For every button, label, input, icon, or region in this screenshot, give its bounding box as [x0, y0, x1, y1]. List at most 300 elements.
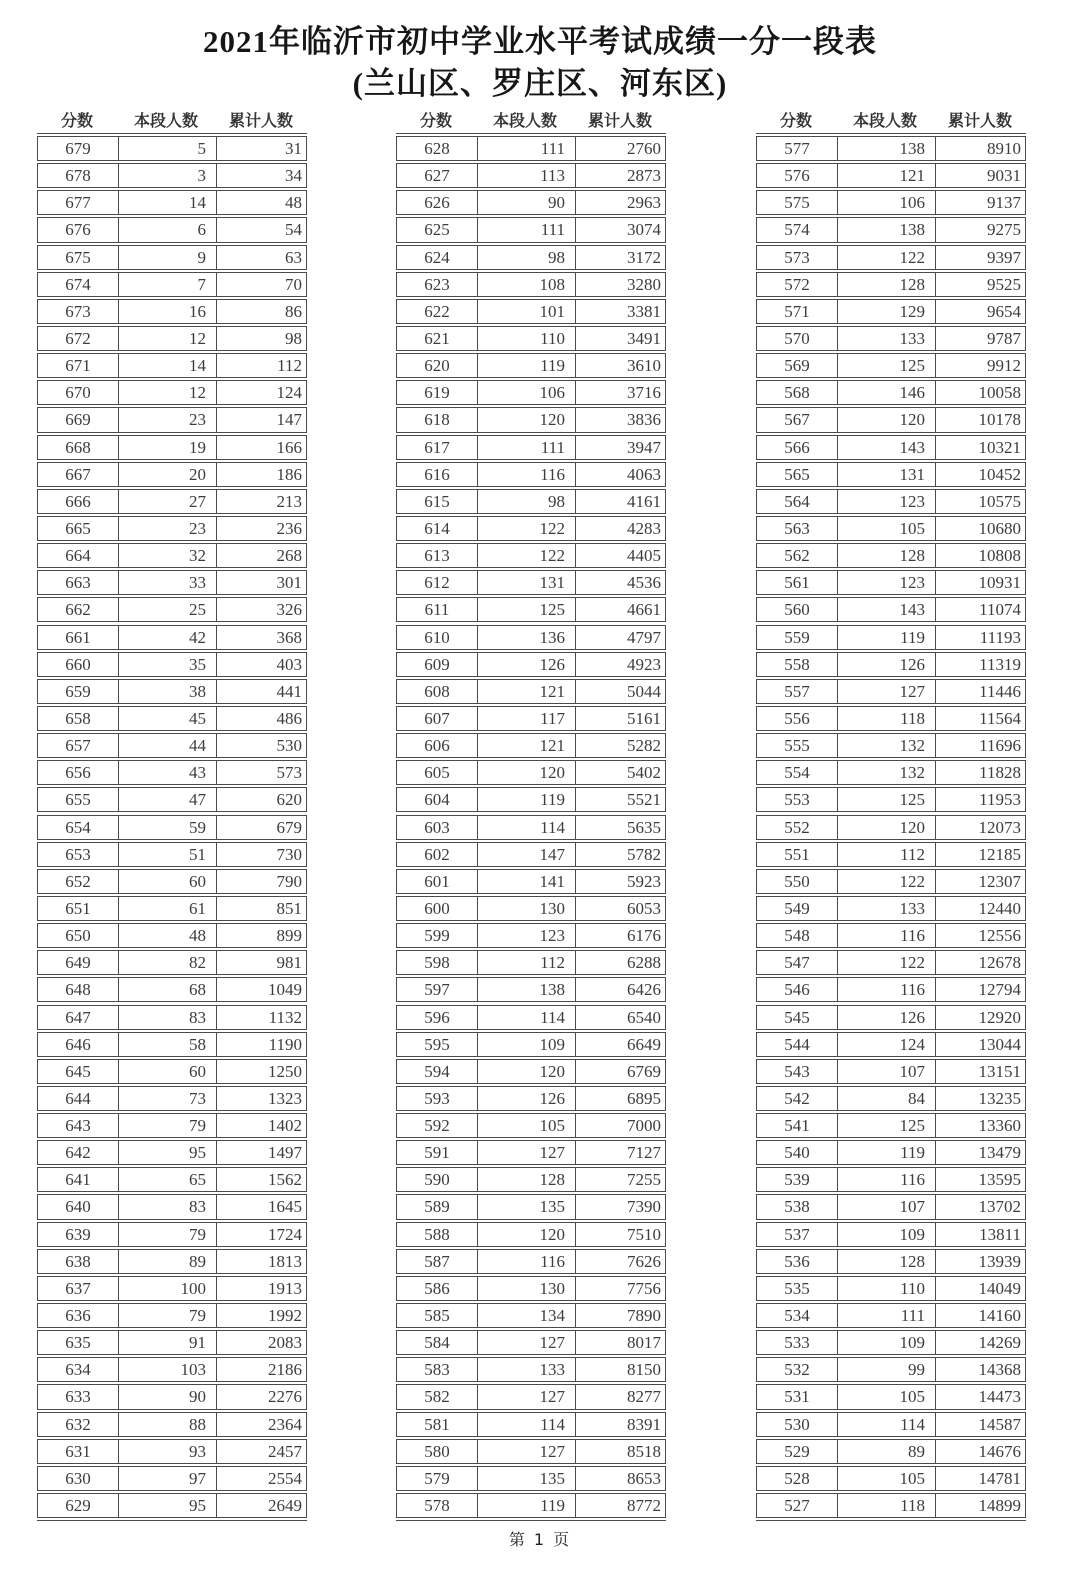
table-row: [37, 760, 307, 785]
cumulative-count-cell: 2364: [216, 1413, 306, 1436]
cumulative-count-cell: 3947: [575, 436, 665, 459]
table-row: [396, 380, 666, 405]
score-cell: 596: [424, 1007, 450, 1027]
cumulative-count-cell: 147: [216, 408, 306, 431]
table-row: [396, 489, 666, 514]
segment-count-cell: 98: [477, 246, 575, 269]
cumulative-count-cell: 14781: [935, 1467, 1025, 1490]
cumulative-count-cell: 2186: [216, 1358, 306, 1381]
cumulative-count-cell: 8518: [575, 1440, 665, 1463]
table-row: [756, 706, 1026, 731]
cumulative-count-cell: 3280: [575, 273, 665, 296]
table-row: [37, 299, 307, 324]
segment-count-cell: 114: [477, 1413, 575, 1436]
cumulative-count-cell: 9397: [935, 246, 1025, 269]
cumulative-count-cell: 236: [216, 517, 306, 540]
table-row: [756, 625, 1026, 650]
table-row: [396, 842, 666, 867]
segment-count-cell: 112: [837, 843, 935, 866]
score-cell: 595: [424, 1034, 450, 1054]
table-row: [37, 353, 307, 378]
table-row: [396, 272, 666, 297]
table-row: [756, 679, 1026, 704]
score-cell: 589: [424, 1197, 450, 1217]
score-cell: 643: [65, 1116, 91, 1136]
segment-count-cell: 65: [118, 1168, 216, 1191]
cumulative-count-cell: 4161: [575, 490, 665, 513]
score-cell: 543: [784, 1061, 810, 1081]
segment-count-cell: 124: [837, 1033, 935, 1056]
cumulative-count-cell: 8150: [575, 1358, 665, 1381]
segment-count-cell: 84: [837, 1087, 935, 1110]
score-cell: 668: [65, 437, 91, 457]
table-row: [396, 787, 666, 812]
segment-count-cell: 99: [837, 1358, 935, 1381]
segment-count-cell: 125: [837, 1114, 935, 1137]
score-cell: 623: [424, 274, 450, 294]
cumulative-count-cell: 1132: [216, 1006, 306, 1029]
score-cell: 570: [784, 328, 810, 348]
score-cell: 538: [784, 1197, 810, 1217]
table-row: [37, 217, 307, 242]
column-header-score: 分数: [60, 113, 93, 130]
table-row: [756, 1113, 1026, 1138]
table-row: [396, 1140, 666, 1165]
table-row: [756, 407, 1026, 432]
score-cell: 565: [784, 464, 810, 484]
cumulative-count-cell: 6895: [575, 1087, 665, 1110]
table-row: [37, 272, 307, 297]
cumulative-count-cell: 13595: [935, 1168, 1025, 1191]
segment-count-cell: 109: [477, 1033, 575, 1056]
cumulative-count-cell: 4283: [575, 517, 665, 540]
cumulative-count-cell: 4405: [575, 544, 665, 567]
segment-count-cell: 79: [118, 1223, 216, 1246]
segment-count-cell: 110: [837, 1277, 935, 1300]
table-row: [37, 1194, 307, 1219]
cumulative-count-cell: 5282: [575, 734, 665, 757]
table-row: [396, 1167, 666, 1192]
cumulative-count-cell: 8391: [575, 1413, 665, 1436]
cumulative-count-cell: 12185: [935, 843, 1025, 866]
cumulative-count-cell: 441: [216, 680, 306, 703]
cumulative-count-cell: 5161: [575, 707, 665, 730]
cumulative-count-cell: 3836: [575, 408, 665, 431]
segment-count-cell: 97: [118, 1467, 216, 1490]
segment-count-cell: 121: [477, 734, 575, 757]
table-row: [37, 1303, 307, 1328]
cumulative-count-cell: 679: [216, 816, 306, 839]
segment-count-cell: 89: [837, 1440, 935, 1463]
table-row: [396, 1276, 666, 1301]
table-row: [396, 570, 666, 595]
segment-count-cell: 61: [118, 897, 216, 920]
table-row: [756, 163, 1026, 188]
score-cell: 675: [65, 247, 91, 267]
table-row: [756, 299, 1026, 324]
cumulative-count-cell: 1913: [216, 1277, 306, 1300]
table-row: [396, 625, 666, 650]
segment-count-cell: 60: [118, 870, 216, 893]
segment-count-cell: 89: [118, 1250, 216, 1273]
cumulative-count-cell: 2649: [216, 1494, 306, 1517]
cumulative-count-cell: 14587: [935, 1413, 1025, 1436]
table-row: [37, 462, 307, 487]
cumulative-count-cell: 3610: [575, 354, 665, 377]
segment-count-cell: 111: [477, 218, 575, 241]
cumulative-count-cell: 11953: [935, 788, 1025, 811]
cumulative-count-cell: 86: [216, 300, 306, 323]
cumulative-count-cell: 1049: [216, 978, 306, 1001]
score-cell: 530: [784, 1414, 810, 1434]
table-row: [756, 950, 1026, 975]
table-row: [756, 190, 1026, 215]
score-cell: 578: [424, 1496, 450, 1516]
score-cell: 663: [65, 573, 91, 593]
cumulative-count-cell: 12556: [935, 924, 1025, 947]
cumulative-count-cell: 7890: [575, 1304, 665, 1327]
score-cell: 547: [784, 953, 810, 973]
segment-count-cell: 125: [837, 788, 935, 811]
score-cell: 655: [65, 790, 91, 810]
table-row: [756, 380, 1026, 405]
table-row: [396, 516, 666, 541]
cumulative-count-cell: 899: [216, 924, 306, 947]
table-row: [396, 407, 666, 432]
segment-count-cell: 120: [477, 1060, 575, 1083]
cumulative-count-cell: 368: [216, 626, 306, 649]
segment-count-cell: 83: [118, 1195, 216, 1218]
cumulative-count-cell: 1724: [216, 1223, 306, 1246]
segment-count-cell: 32: [118, 544, 216, 567]
cumulative-count-cell: 11446: [935, 680, 1025, 703]
cumulative-count-cell: 4797: [575, 626, 665, 649]
score-cell: 584: [424, 1333, 450, 1353]
segment-count-cell: 118: [837, 707, 935, 730]
table-row: [396, 1384, 666, 1409]
segment-count-cell: 138: [837, 137, 935, 160]
score-cell: 562: [784, 546, 810, 566]
table-row: [37, 1059, 307, 1084]
cumulative-count-cell: 10931: [935, 571, 1025, 594]
table-row: [756, 977, 1026, 1002]
score-cell: 561: [784, 573, 810, 593]
segment-count-cell: 14: [118, 191, 216, 214]
segment-count-cell: 107: [837, 1060, 935, 1083]
table-row: [396, 1032, 666, 1057]
segment-count-cell: 79: [118, 1304, 216, 1327]
table-row: [396, 977, 666, 1002]
cumulative-count-cell: 1645: [216, 1195, 306, 1218]
cumulative-count-cell: 186: [216, 463, 306, 486]
score-cell: 677: [65, 193, 91, 213]
segment-count-cell: 134: [477, 1304, 575, 1327]
table-row: [396, 1059, 666, 1084]
page-subtitle: (兰山区、罗庄区、河东区): [352, 66, 728, 101]
cumulative-count-cell: 1813: [216, 1250, 306, 1273]
cumulative-count-cell: 7756: [575, 1277, 665, 1300]
segment-count-cell: 23: [118, 408, 216, 431]
column-header-segment-count: 本段人数: [492, 113, 557, 130]
cumulative-count-cell: 1250: [216, 1060, 306, 1083]
cumulative-count-cell: 3491: [575, 327, 665, 350]
segment-count-cell: 27: [118, 490, 216, 513]
table-row: [756, 652, 1026, 677]
column-header-cumulative-count: 累计人数: [228, 113, 293, 130]
segment-count-cell: 136: [477, 626, 575, 649]
score-cell: 535: [784, 1278, 810, 1298]
table-row: [396, 1194, 666, 1219]
cumulative-count-cell: 10575: [935, 490, 1025, 513]
table-row: [396, 706, 666, 731]
score-cell: 625: [424, 220, 450, 240]
cumulative-count-cell: 13479: [935, 1141, 1025, 1164]
cumulative-count-cell: 326: [216, 598, 306, 621]
score-cell: 597: [424, 980, 450, 1000]
segment-count-cell: 119: [837, 1141, 935, 1164]
table-row: [396, 1439, 666, 1464]
score-cell: 607: [424, 708, 450, 728]
segment-count-cell: 123: [477, 924, 575, 947]
cumulative-count-cell: 11193: [935, 626, 1025, 649]
cumulative-count-cell: 1992: [216, 1304, 306, 1327]
segment-count-cell: 129: [837, 300, 935, 323]
table-row: [37, 950, 307, 975]
segment-count-cell: 9: [118, 246, 216, 269]
segment-count-cell: 122: [477, 544, 575, 567]
score-cell: 577: [784, 139, 810, 158]
table-row: [396, 950, 666, 975]
segment-count-cell: 122: [837, 246, 935, 269]
segment-count-cell: 122: [477, 517, 575, 540]
score-cell: 539: [784, 1170, 810, 1190]
score-cell: 614: [424, 518, 450, 538]
segment-count-cell: 91: [118, 1331, 216, 1354]
segment-count-cell: 126: [477, 1087, 575, 1110]
segment-count-cell: 73: [118, 1087, 216, 1110]
table-row: [756, 1357, 1026, 1382]
segment-count-cell: 47: [118, 788, 216, 811]
score-cell: 568: [784, 383, 810, 403]
cumulative-count-cell: 2083: [216, 1331, 306, 1354]
table-row: [396, 299, 666, 324]
cumulative-count-cell: 98: [216, 327, 306, 350]
score-cell: 644: [65, 1088, 91, 1108]
cumulative-count-cell: 3074: [575, 218, 665, 241]
score-cell: 641: [65, 1170, 91, 1190]
table-row: [396, 1466, 666, 1491]
score-cell: 567: [784, 410, 810, 430]
score-cell: 615: [424, 491, 450, 511]
cumulative-count-cell: 13044: [935, 1033, 1025, 1056]
table-row: [37, 679, 307, 704]
segment-count-cell: 93: [118, 1440, 216, 1463]
cumulative-count-cell: 2457: [216, 1440, 306, 1463]
cumulative-count-cell: 13235: [935, 1087, 1025, 1110]
segment-count-cell: 125: [837, 354, 935, 377]
cumulative-count-cell: 54: [216, 218, 306, 241]
segment-count-cell: 44: [118, 734, 216, 757]
cumulative-count-cell: 2760: [575, 137, 665, 160]
score-cell: 639: [65, 1224, 91, 1244]
table-row: [756, 1086, 1026, 1111]
table-row: [37, 706, 307, 731]
cumulative-count-cell: 8653: [575, 1467, 665, 1490]
score-cell: 622: [424, 301, 450, 321]
table-row: [756, 543, 1026, 568]
segment-count-cell: 120: [837, 816, 935, 839]
segment-count-cell: 130: [477, 897, 575, 920]
score-cell: 600: [424, 898, 450, 918]
cumulative-count-cell: 5635: [575, 816, 665, 839]
table-row: [37, 516, 307, 541]
score-cell: 580: [424, 1441, 450, 1461]
score-cell: 579: [424, 1468, 450, 1488]
table-row: [37, 570, 307, 595]
cumulative-count-cell: 8910: [935, 137, 1025, 160]
segment-count-cell: 126: [837, 653, 935, 676]
cumulative-count-cell: 1323: [216, 1087, 306, 1110]
segment-count-cell: 116: [477, 463, 575, 486]
cumulative-count-cell: 31: [216, 137, 306, 160]
segment-count-cell: 123: [837, 571, 935, 594]
segment-count-cell: 122: [837, 870, 935, 893]
cumulative-count-cell: 9787: [935, 327, 1025, 350]
table-row: [756, 1330, 1026, 1355]
segment-count-cell: 59: [118, 816, 216, 839]
table-row: [756, 1276, 1026, 1301]
cumulative-count-cell: 6769: [575, 1060, 665, 1083]
score-cell: 616: [424, 464, 450, 484]
score-cell: 593: [424, 1088, 450, 1108]
score-cell: 605: [424, 763, 450, 783]
segment-count-cell: 98: [477, 490, 575, 513]
segment-count-cell: 132: [837, 761, 935, 784]
table-row: [396, 435, 666, 460]
cumulative-count-cell: 851: [216, 897, 306, 920]
score-cell: 632: [65, 1414, 91, 1434]
score-cell: 673: [65, 301, 91, 321]
score-cell: 545: [784, 1007, 810, 1027]
segment-count-cell: 25: [118, 598, 216, 621]
segment-count-cell: 141: [477, 870, 575, 893]
table-row: [756, 1194, 1026, 1219]
segment-count-cell: 116: [837, 924, 935, 947]
cumulative-count-cell: 1190: [216, 1033, 306, 1056]
score-cell: 626: [424, 193, 450, 213]
segment-count-cell: 113: [477, 164, 575, 187]
table-row: [756, 516, 1026, 541]
table-row: [756, 787, 1026, 812]
score-cell: 558: [784, 654, 810, 674]
score-cell: 631: [65, 1441, 91, 1461]
cumulative-count-cell: 5521: [575, 788, 665, 811]
segment-count-cell: 6: [118, 218, 216, 241]
segment-count-cell: 133: [837, 327, 935, 350]
table-row: [396, 1113, 666, 1138]
segment-count-cell: 60: [118, 1060, 216, 1083]
segment-count-cell: 127: [477, 1440, 575, 1463]
segment-count-cell: 146: [837, 381, 935, 404]
cumulative-count-cell: 7127: [575, 1141, 665, 1164]
score-cell: 609: [424, 654, 450, 674]
score-cell: 665: [65, 518, 91, 538]
score-cell: 646: [65, 1034, 91, 1054]
score-cell: 585: [424, 1306, 450, 1326]
table-row: [37, 1466, 307, 1491]
score-cell: 629: [65, 1496, 91, 1516]
cumulative-count-cell: 8017: [575, 1331, 665, 1354]
cumulative-count-cell: 4536: [575, 571, 665, 594]
score-cell: 553: [784, 790, 810, 810]
segment-count-cell: 114: [477, 1006, 575, 1029]
table-bottom-rule: [396, 1520, 666, 1521]
cumulative-count-cell: 11319: [935, 653, 1025, 676]
score-cell: 618: [424, 410, 450, 430]
segment-count-cell: 128: [837, 273, 935, 296]
cumulative-count-cell: 730: [216, 843, 306, 866]
cumulative-count-cell: 620: [216, 788, 306, 811]
score-cell: 569: [784, 356, 810, 376]
table-row: [756, 217, 1026, 242]
segment-count-cell: 114: [477, 816, 575, 839]
table-row: [396, 217, 666, 242]
score-cell: 670: [65, 383, 91, 403]
score-cell: 563: [784, 518, 810, 538]
table-row: [37, 733, 307, 758]
cumulative-count-cell: 12073: [935, 816, 1025, 839]
segment-count-cell: 100: [118, 1277, 216, 1300]
score-cell: 612: [424, 573, 450, 593]
cumulative-count-cell: 11828: [935, 761, 1025, 784]
segment-count-cell: 3: [118, 164, 216, 187]
segment-count-cell: 111: [477, 137, 575, 160]
cumulative-count-cell: 213: [216, 490, 306, 513]
table-row: [37, 869, 307, 894]
score-cell: 645: [65, 1061, 91, 1081]
segment-count-cell: 95: [118, 1494, 216, 1517]
table-row: [756, 136, 1026, 161]
table-row: [756, 1384, 1026, 1409]
cumulative-count-cell: 7255: [575, 1168, 665, 1191]
score-cell: 666: [65, 491, 91, 511]
score-cell: 617: [424, 437, 450, 457]
score-table-1: [37, 110, 307, 1521]
segment-count-cell: 88: [118, 1413, 216, 1436]
score-cell: 599: [424, 926, 450, 946]
score-cell: 554: [784, 763, 810, 783]
table-row: [396, 326, 666, 351]
segment-count-cell: 117: [477, 707, 575, 730]
segment-count-cell: 128: [837, 544, 935, 567]
cumulative-count-cell: 6649: [575, 1033, 665, 1056]
cumulative-count-cell: 3172: [575, 246, 665, 269]
score-cell: 527: [784, 1496, 810, 1516]
segment-count-cell: 127: [477, 1331, 575, 1354]
score-cell: 621: [424, 328, 450, 348]
score-cell: 592: [424, 1116, 450, 1136]
table-row: [37, 1493, 307, 1518]
score-cell: 556: [784, 708, 810, 728]
table-row: [396, 869, 666, 894]
score-cell: 669: [65, 410, 91, 430]
score-cell: 659: [65, 681, 91, 701]
segment-count-cell: 20: [118, 463, 216, 486]
table-row: [396, 1330, 666, 1355]
segment-count-cell: 116: [477, 1250, 575, 1273]
table-row: [396, 163, 666, 188]
cumulative-count-cell: 1497: [216, 1141, 306, 1164]
